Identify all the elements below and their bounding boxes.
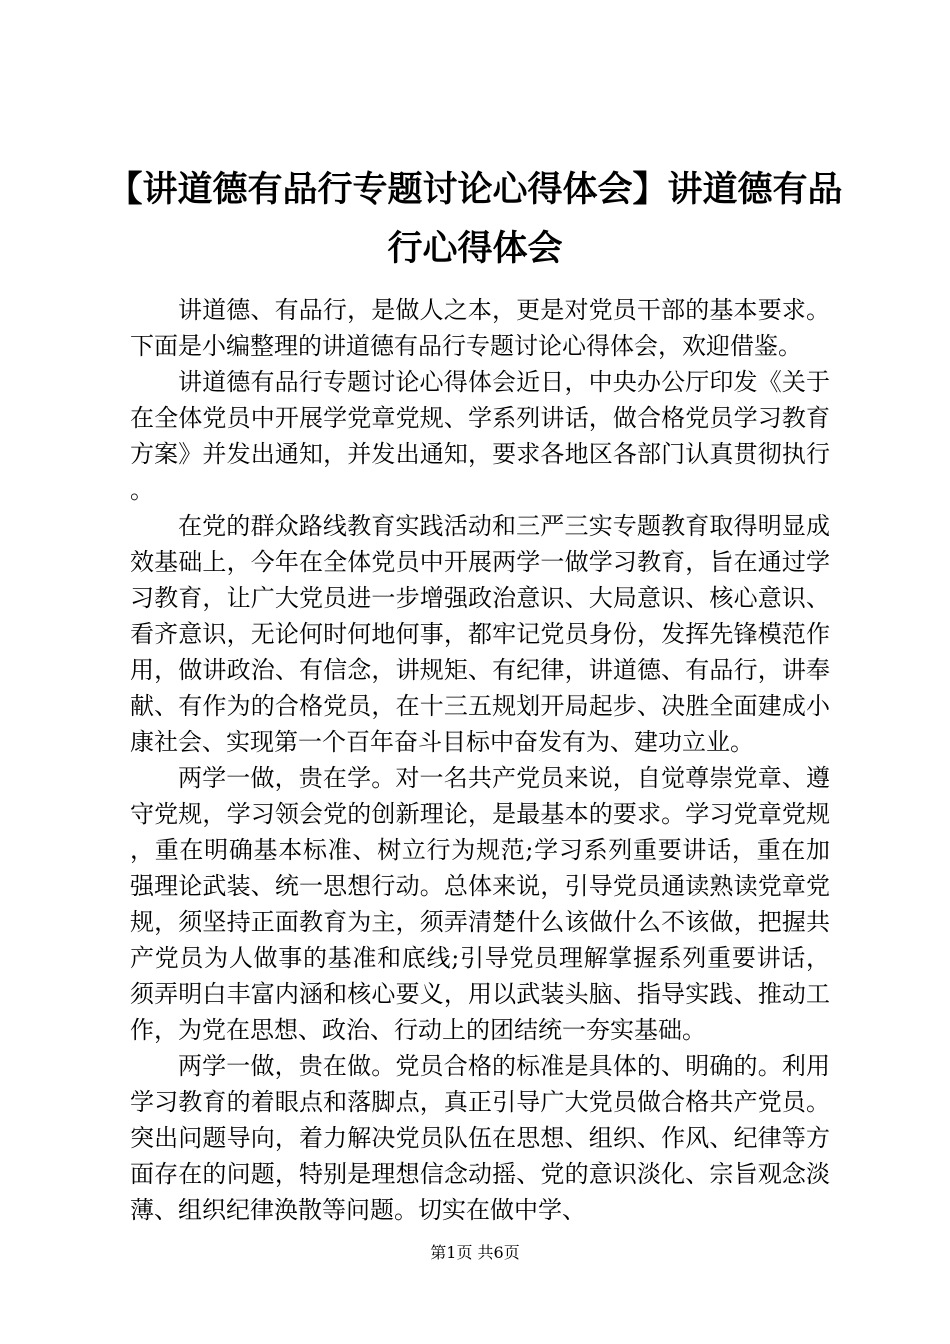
document-body bbox=[130, 292, 830, 1228]
paragraph: 两学一做，贵在学。对一名共产党员来说，自觉尊崇党章、遵守党规，学习领会党的创新理论，是最基本的要求。学习党章党规，重在明确基本标准、树立行为规范;学习系列重要讲话，重在加强理论武装、统一思想行动。总体来说，引导党员通读熟读党章党规，须坚持正面教育为主，须弄清楚什么该做什么不该做，把握共产党员为人做事的基准和底线;引导党员理解掌握系列重要讲话，须弄明白丰富内涵和核心要义，用以武装头脑、指导实践、推动工作，为党在思想、政治、行动上的团结统一夯实基础。 bbox=[130, 764, 830, 1044]
paragraph: 讲道德有品行专题讨论心得体会近日，中央办公厅印发《关于在全体党员中开展学党章党规、学系列讲话，做合格党员学习教育方案》并发出通知，并发出通知，要求各地区各部门认真贯彻执行。 bbox=[130, 368, 830, 504]
paragraph: 讲道德、有品行，是做人之本，更是对党员干部的基本要求。下面是小编整理的讲道德有品行专题讨论心得体会，欢迎借鉴。 bbox=[130, 296, 830, 360]
paragraph: 在党的群众路线教育实践活动和三严三实专题教育取得明显成效基础上，今年在全体党员中开展两学一做学习教育，旨在通过学习教育，让广大党员进一步增强政治意识、大局意识、核心意识、看齐意识，无论何时何地何事，都牢记党员身份，发挥先锋模范作用，做讲政治、有信念，讲规矩、有纪律，讲道德、有品行，讲奉献、有作为的合格党员，在十三五规划开局起步、决胜全面建成小康社会、实现第一个百年奋斗目标中奋发有为、建功立业。 bbox=[130, 512, 830, 756]
document-title: 【讲道德有品行专题讨论心得体会】讲道德有品行心得体会 bbox=[107, 169, 843, 269]
page-number-footer: 第1页 共6页 bbox=[430, 1243, 520, 1262]
paragraph: 两学一做，贵在做。党员合格的标准是具体的、明确的。利用学习教育的着眼点和落脚点，真正引导广大党员做合格共产党员。突出问题导向，着力解决党员队伍在思想、组织、作风、纪律等方面存在的问题，特别是理想信念动摇、党的意识淡化、宗旨观念淡薄、组织纪律涣散等问题。切实在做中学、 bbox=[130, 1052, 830, 1224]
